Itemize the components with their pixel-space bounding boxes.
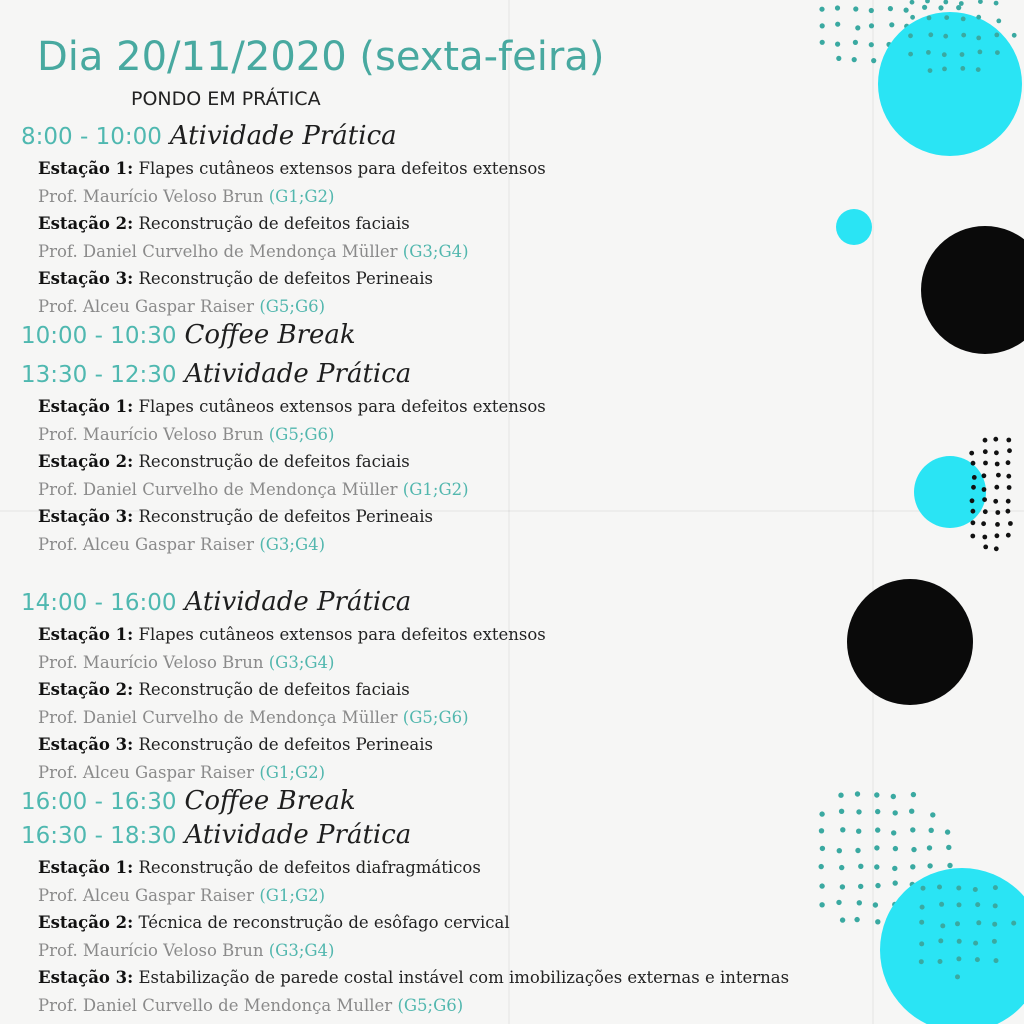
professor-name: Prof. Maurício Veloso Brun (38, 186, 264, 206)
decor-dot (957, 939, 962, 944)
decor-dot (937, 885, 942, 890)
station-item (38, 210, 900, 238)
decor-dot (853, 6, 858, 11)
schedule-block-break (0, 786, 900, 820)
decor-dot (995, 533, 1000, 538)
cyan-circle-mid (914, 456, 986, 528)
decor-dot (922, 23, 927, 28)
professor-name: Prof. Alceu Gaspar Raiser (38, 296, 255, 316)
station-label: Estação 1: (38, 397, 134, 416)
professor-name: Prof. Daniel Curvelho de Mendonça Müller (38, 241, 398, 261)
decor-dot (908, 52, 913, 57)
schedule-block-break (0, 320, 900, 354)
decor-dot (939, 41, 944, 46)
decor-dot (940, 923, 945, 928)
station-item (38, 448, 900, 476)
decor-dot (976, 36, 981, 41)
schedule-block (0, 820, 900, 1020)
decor-dot (911, 847, 916, 852)
decor-dot (983, 449, 988, 454)
decor-dot (956, 956, 961, 961)
decor-dot (992, 939, 997, 944)
decor-dot (835, 22, 840, 27)
decor-dot (957, 902, 962, 907)
decor-dot (973, 887, 978, 892)
decor-dot (904, 24, 909, 29)
decor-dot (1008, 521, 1013, 526)
station-item (38, 393, 900, 421)
station-label: Estação 2: (38, 680, 134, 700)
station-label: Estação 3: (38, 507, 134, 527)
decor-dot (835, 5, 840, 10)
decor-dot (921, 886, 926, 891)
decor-dot (920, 905, 925, 910)
time-range: 8:00 - 10:00 (21, 124, 162, 150)
decor-dot (960, 52, 965, 57)
decor-dot (911, 900, 916, 905)
professor-line (38, 531, 900, 559)
dot-pattern-mid-black (969, 437, 1013, 551)
decor-dot (922, 40, 927, 45)
decor-dot (955, 974, 960, 979)
activity-title: Atividade Prática (184, 587, 412, 617)
decor-dot (992, 922, 997, 927)
decor-dot (983, 461, 988, 466)
decor-dot (1007, 485, 1012, 490)
station-topic: Reconstrução de defeitos diafragmáticos (138, 858, 481, 877)
decor-dot (995, 50, 1000, 55)
decor-dot (889, 57, 894, 62)
block-header (0, 786, 900, 820)
station-topic: Técnica de reconstrução de esôfago cervical (138, 913, 510, 933)
dot-pattern-top-overlay (908, 0, 1017, 73)
decor-dot (961, 33, 966, 38)
decor-dot (970, 498, 975, 503)
decor-dot (937, 25, 942, 30)
group-tag: (G1;G2) (402, 479, 469, 499)
decor-dot (943, 34, 948, 39)
decor-dot (994, 546, 999, 551)
station-topic: Reconstrução de defeitos faciais (138, 452, 410, 472)
decor-dot (927, 863, 932, 868)
station-topic: Flapes cutâneos extensos para defeitos extensos (138, 625, 546, 644)
decor-dot (993, 499, 998, 504)
decor-dot (972, 475, 977, 480)
block-header (0, 121, 900, 155)
decor-dot (919, 959, 924, 964)
page-subtitle: PONDO EM PRÁTICA (131, 88, 321, 110)
block-header (0, 587, 900, 621)
professor-name: Prof. Daniel Curvelho de Mendonça Müller (38, 479, 398, 499)
professor-line (38, 649, 900, 677)
decor-dot (919, 920, 924, 925)
station-topic: Reconstrução de defeitos Perineais (138, 269, 433, 289)
group-tag: (G3;G4) (259, 534, 326, 554)
decor-dot (969, 451, 974, 456)
decor-dot (943, 0, 948, 4)
decor-dot (910, 882, 915, 887)
professor-line (38, 421, 900, 449)
block-header (0, 320, 900, 354)
decor-dot (930, 812, 935, 817)
decor-dot (961, 17, 966, 22)
decor-dot (944, 15, 949, 20)
decor-dot (947, 883, 952, 888)
decor-dot (955, 22, 960, 27)
decor-dot (904, 39, 909, 44)
station-label: Estação 2: (38, 913, 134, 933)
station-label: Estação 1: (38, 625, 134, 644)
station-item (38, 731, 900, 759)
station-topic: Reconstrução de defeitos Perineais (138, 735, 433, 755)
decor-dot (855, 25, 860, 30)
station-topic: Flapes cutâneos extensos para defeitos extensos (138, 397, 546, 416)
page-title: Dia 20/11/2020 (sexta-feira) (37, 34, 605, 80)
group-tag: (G5;G6) (402, 707, 469, 727)
decor-dot (942, 52, 947, 57)
decor-dot (956, 886, 961, 891)
professor-name: Prof. Maurício Veloso Brun (38, 424, 264, 444)
station-list (0, 393, 900, 559)
station-topic: Estabilização de parede costal instável com imobilizações externas e internas (138, 968, 790, 988)
professor-line (38, 992, 900, 1020)
station-label: Estação 1: (38, 858, 134, 877)
station-item (38, 909, 900, 937)
decor-dot (996, 473, 1001, 478)
decor-dot (1012, 33, 1017, 38)
decor-dot (976, 67, 981, 72)
activity-title: Atividade Prática (184, 820, 412, 850)
dot-pattern-top-teal (819, 5, 961, 64)
group-tag: (G3;G4) (268, 652, 335, 672)
group-tag: (G1;G2) (259, 762, 326, 782)
decor-dot (993, 885, 998, 890)
decor-dot (995, 522, 1000, 527)
station-topic: Reconstrução de defeitos Perineais (138, 507, 433, 527)
decor-dot (927, 902, 932, 907)
activity-title: Atividade Prática (184, 359, 412, 389)
decor-dot (993, 437, 998, 442)
decor-dot (976, 920, 981, 925)
professor-line (38, 476, 900, 504)
decor-dot (960, 66, 965, 71)
schedule-block (0, 121, 900, 321)
black-circle-upper (921, 226, 1024, 354)
decor-dot (994, 958, 999, 963)
decor-dot (973, 941, 978, 946)
professor-name: Prof. Alceu Gaspar Raiser (38, 762, 255, 782)
decor-dot (938, 57, 943, 62)
decor-dot (888, 6, 893, 11)
decor-dot (978, 50, 983, 55)
activity-title: Coffee Break (184, 320, 356, 350)
decor-dot (971, 520, 976, 525)
decor-dot (995, 462, 1000, 467)
station-item (38, 155, 900, 183)
decor-dot (1006, 438, 1011, 443)
time-range: 13:30 - 12:30 (21, 362, 177, 388)
decor-dot (820, 40, 825, 45)
station-label: Estação 3: (38, 968, 134, 988)
professor-name: Prof. Daniel Curvello de Mendonça Muller (38, 995, 393, 1015)
decor-dot (1007, 448, 1012, 453)
decor-dot (909, 809, 914, 814)
station-item (38, 964, 900, 992)
cyan-circle-bottom (880, 868, 1024, 1024)
decor-dot (971, 485, 976, 490)
decor-dot (819, 7, 824, 12)
decor-dot (994, 485, 999, 490)
professor-name: Prof. Alceu Gaspar Raiser (38, 885, 255, 905)
station-label: Estação 1: (38, 159, 134, 178)
group-tag: (G5;G6) (268, 424, 335, 444)
decor-dot (938, 938, 943, 943)
decor-dot (982, 487, 987, 492)
group-tag: (G1;G2) (259, 885, 326, 905)
professor-name: Prof. Alceu Gaspar Raiser (38, 534, 255, 554)
decor-dot (926, 50, 931, 55)
decor-dot (938, 959, 943, 964)
decor-dot (836, 56, 841, 61)
decor-dot (852, 57, 857, 62)
decor-dot (975, 902, 980, 907)
decor-dot (971, 461, 976, 466)
decor-dot (994, 450, 999, 455)
station-label: Estação 2: (38, 214, 134, 234)
time-range: 16:30 - 18:30 (21, 823, 177, 849)
decor-dot (945, 829, 950, 834)
decor-dot (983, 438, 988, 443)
time-range: 10:00 - 10:30 (21, 323, 177, 349)
decor-dot (928, 32, 933, 37)
station-label: Estação 3: (38, 269, 134, 289)
station-list (0, 854, 900, 1020)
schedule-block (0, 587, 900, 787)
schedule-block (0, 359, 900, 559)
decor-dot (904, 57, 909, 62)
station-label: Estação 2: (38, 452, 134, 472)
decor-dot (904, 8, 909, 13)
decor-dot (976, 15, 981, 20)
decor-dot (928, 68, 933, 73)
decor-dot (959, 1, 964, 6)
group-tag: (G1;G2) (268, 186, 335, 206)
decor-dot (981, 521, 986, 526)
station-item (38, 621, 900, 649)
dot-pattern-bottom-overlay (919, 885, 1016, 980)
decor-dot (911, 792, 916, 797)
decor-dot (982, 497, 987, 502)
decor-dot (921, 59, 926, 64)
decor-dot (820, 23, 825, 28)
decor-dot (1006, 499, 1011, 504)
decor-dot (983, 545, 988, 550)
station-list (0, 155, 900, 321)
decor-dot (996, 19, 1001, 24)
decor-dot (947, 863, 952, 868)
decor-dot (909, 920, 914, 925)
professor-line (38, 293, 900, 321)
station-topic: Flapes cutâneos extensos para defeitos extensos (138, 159, 546, 178)
activity-title: Atividade Prática (169, 121, 397, 151)
decor-dot (982, 535, 987, 540)
decor-dot (978, 0, 983, 4)
block-header (0, 359, 900, 393)
time-range: 14:00 - 16:00 (21, 590, 177, 616)
station-list (0, 621, 900, 787)
decor-dot (925, 0, 930, 3)
decor-dot (927, 16, 932, 21)
decor-dot (853, 40, 858, 45)
professor-name: Prof. Maurício Veloso Brun (38, 652, 264, 672)
professor-name: Prof. Daniel Curvelho de Mendonça Müller (38, 707, 398, 727)
decor-dot (982, 473, 987, 478)
decor-dot (910, 0, 915, 5)
decor-dot (889, 22, 894, 27)
decor-dot (927, 882, 932, 887)
decor-dot (835, 42, 840, 47)
decor-dot (939, 902, 944, 907)
group-tag: (G5;G6) (259, 296, 326, 316)
decor-dot (910, 15, 915, 20)
decor-dot (908, 33, 913, 38)
decor-dot (994, 1, 999, 6)
decor-dot (993, 903, 998, 908)
group-tag: (G3;G4) (268, 940, 335, 960)
decor-dot (954, 39, 959, 44)
decor-dot (956, 5, 961, 10)
decor-dot (910, 864, 915, 869)
decor-dot (929, 828, 934, 833)
professor-line (38, 759, 900, 787)
decor-dot (955, 921, 960, 926)
decor-dot (942, 67, 947, 72)
decor-dot (927, 845, 932, 850)
decor-dot (1006, 474, 1011, 479)
decor-dot (922, 5, 927, 10)
station-topic: Reconstrução de defeitos faciais (138, 680, 410, 700)
decor-dot (946, 845, 951, 850)
decor-dot (938, 5, 943, 10)
decor-dot (1011, 921, 1016, 926)
professor-line (38, 238, 900, 266)
professor-line (38, 183, 900, 211)
station-topic: Reconstrução de defeitos faciais (138, 214, 410, 234)
professor-line (38, 882, 900, 910)
block-header (0, 820, 900, 854)
decor-dot (1006, 460, 1011, 465)
decor-dot (970, 534, 975, 539)
group-tag: (G3;G4) (402, 241, 469, 261)
decor-dot (975, 957, 980, 962)
station-label: Estação 3: (38, 735, 134, 755)
decor-dot (1006, 533, 1011, 538)
activity-title: Coffee Break (184, 786, 356, 816)
professor-name: Prof. Maurício Veloso Brun (38, 940, 264, 960)
group-tag: (G5;G6) (397, 995, 464, 1015)
decor-dot (886, 42, 891, 47)
station-item (38, 503, 900, 531)
professor-line (38, 704, 900, 732)
decor-dot (919, 941, 924, 946)
decor-dot (994, 33, 999, 38)
station-item (38, 854, 900, 882)
station-item (38, 676, 900, 704)
time-range: 16:00 - 16:30 (21, 789, 177, 815)
decor-dot (910, 827, 915, 832)
professor-line (38, 937, 900, 965)
station-item (38, 265, 900, 293)
